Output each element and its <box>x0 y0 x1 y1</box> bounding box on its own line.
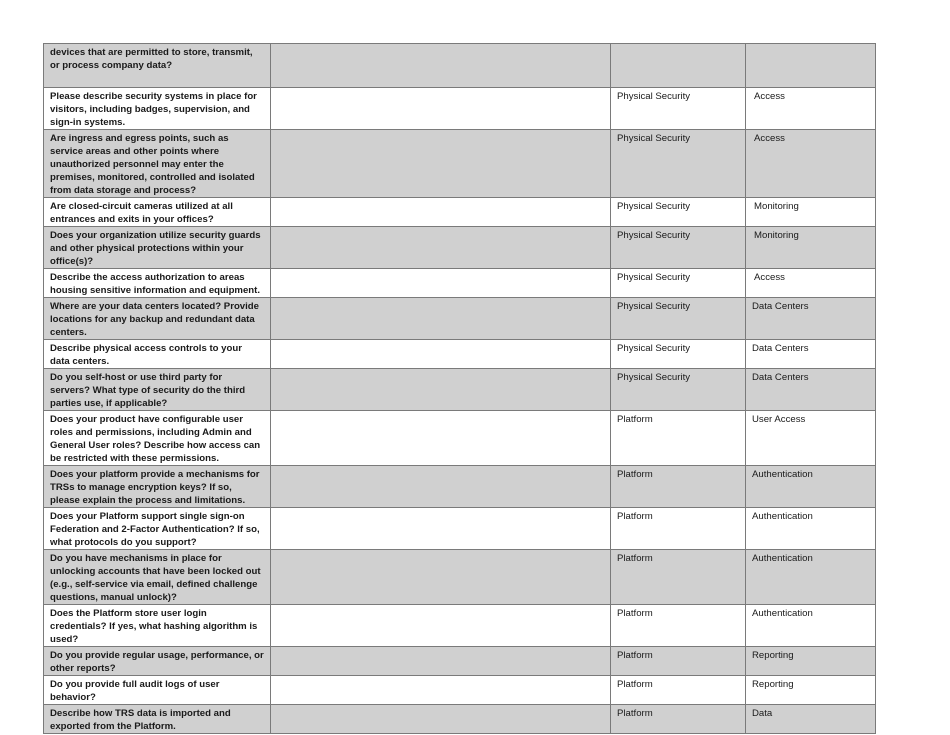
question-cell: Does your platform provide a mechanisms for TRSs to manage encryption keys? If so, please explain the process and limitations. <box>44 466 271 508</box>
category-cell: Physical Security <box>611 227 746 269</box>
table-row <box>44 508 876 550</box>
response-cell[interactable] <box>271 466 611 508</box>
response-cell[interactable] <box>271 130 611 198</box>
category-cell: Physical Security <box>611 369 746 411</box>
question-cell: Does your product have configurable user roles and permissions, including Admin and General User roles? Describe how access can be restricted with these permissions. <box>44 411 271 466</box>
question-cell: Do you provide regular usage, performance, or other reports? <box>44 647 271 676</box>
subcategory-cell: Data <box>746 705 876 734</box>
response-cell[interactable] <box>271 676 611 705</box>
table-row <box>44 269 876 298</box>
table-row <box>44 550 876 605</box>
response-cell[interactable] <box>271 508 611 550</box>
category-cell: Platform <box>611 508 746 550</box>
question-cell: Does your organization utilize security guards and other physical protections within your office(s)? <box>44 227 271 269</box>
subcategory-cell: Data Centers <box>746 298 876 340</box>
table-row <box>44 369 876 411</box>
question-cell: Does the Platform store user login credentials? If yes, what hashing algorithm is used? <box>44 605 271 647</box>
table-row <box>44 676 876 705</box>
subcategory-cell: Monitoring <box>746 227 876 269</box>
questionnaire-body <box>44 44 876 734</box>
subcategory-cell: Reporting <box>746 676 876 705</box>
response-cell[interactable] <box>271 44 611 88</box>
question-cell: Describe physical access controls to your data centers. <box>44 340 271 369</box>
category-cell <box>611 44 746 88</box>
table-row <box>44 411 876 466</box>
table-row <box>44 298 876 340</box>
table-row <box>44 88 876 130</box>
category-cell: Physical Security <box>611 298 746 340</box>
response-cell[interactable] <box>271 369 611 411</box>
subcategory-cell: User Access <box>746 411 876 466</box>
question-cell: Describe how TRS data is imported and exported from the Platform. <box>44 705 271 734</box>
response-cell[interactable] <box>271 198 611 227</box>
table-row <box>44 227 876 269</box>
response-cell[interactable] <box>271 705 611 734</box>
question-cell: Describe the access authorization to areas housing sensitive information and equipment. <box>44 269 271 298</box>
response-cell[interactable] <box>271 550 611 605</box>
question-cell: devices that are permitted to store, transmit, or process company data? <box>44 44 271 88</box>
table-row <box>44 605 876 647</box>
subcategory-cell: Access <box>746 88 876 130</box>
response-cell[interactable] <box>271 227 611 269</box>
category-cell: Platform <box>611 605 746 647</box>
subcategory-cell: Monitoring <box>746 198 876 227</box>
subcategory-cell: Data Centers <box>746 340 876 369</box>
question-cell: Are closed-circuit cameras utilized at all entrances and exits in your offices? <box>44 198 271 227</box>
response-cell[interactable] <box>271 269 611 298</box>
category-cell: Platform <box>611 466 746 508</box>
response-cell[interactable] <box>271 605 611 647</box>
category-cell: Physical Security <box>611 130 746 198</box>
question-cell: Do you self-host or use third party for servers? What type of security do the third parties use, if applicable? <box>44 369 271 411</box>
response-cell[interactable] <box>271 647 611 676</box>
table-row <box>44 340 876 369</box>
subcategory-cell: Access <box>746 269 876 298</box>
category-cell: Platform <box>611 647 746 676</box>
table-row <box>44 130 876 198</box>
questionnaire-table <box>43 43 876 734</box>
question-cell: Do you provide full audit logs of user behavior? <box>44 676 271 705</box>
subcategory-cell: Authentication <box>746 466 876 508</box>
question-cell: Where are your data centers located? Provide locations for any backup and redundant data centers. <box>44 298 271 340</box>
response-cell[interactable] <box>271 298 611 340</box>
category-cell: Platform <box>611 676 746 705</box>
table-row <box>44 647 876 676</box>
subcategory-cell: Authentication <box>746 550 876 605</box>
response-cell[interactable] <box>271 340 611 369</box>
category-cell: Platform <box>611 411 746 466</box>
response-cell[interactable] <box>271 411 611 466</box>
table-row <box>44 198 876 227</box>
subcategory-cell: Reporting <box>746 647 876 676</box>
question-cell: Does your Platform support single sign-on Federation and 2-Factor Authentication? If so, what protocols do you support? <box>44 508 271 550</box>
response-cell[interactable] <box>271 88 611 130</box>
category-cell: Physical Security <box>611 269 746 298</box>
category-cell: Physical Security <box>611 88 746 130</box>
question-cell: Are ingress and egress points, such as service areas and other points where unauthorized personnel may enter the premises, monitored, controlled and isolated from data storage and process? <box>44 130 271 198</box>
subcategory-cell: Authentication <box>746 508 876 550</box>
subcategory-cell: Authentication <box>746 605 876 647</box>
category-cell: Platform <box>611 705 746 734</box>
question-cell: Please describe security systems in place for visitors, including badges, supervision, and sign-in systems. <box>44 88 271 130</box>
table-row <box>44 705 876 734</box>
subcategory-cell: Access <box>746 130 876 198</box>
category-cell: Platform <box>611 550 746 605</box>
category-cell: Physical Security <box>611 340 746 369</box>
table-row <box>44 44 876 88</box>
question-cell: Do you have mechanisms in place for unlocking accounts that have been locked out (e.g., self-service via email, defined challenge questions, manual unlock)? <box>44 550 271 605</box>
subcategory-cell: Data Centers <box>746 369 876 411</box>
subcategory-cell <box>746 44 876 88</box>
table-row <box>44 466 876 508</box>
category-cell: Physical Security <box>611 198 746 227</box>
